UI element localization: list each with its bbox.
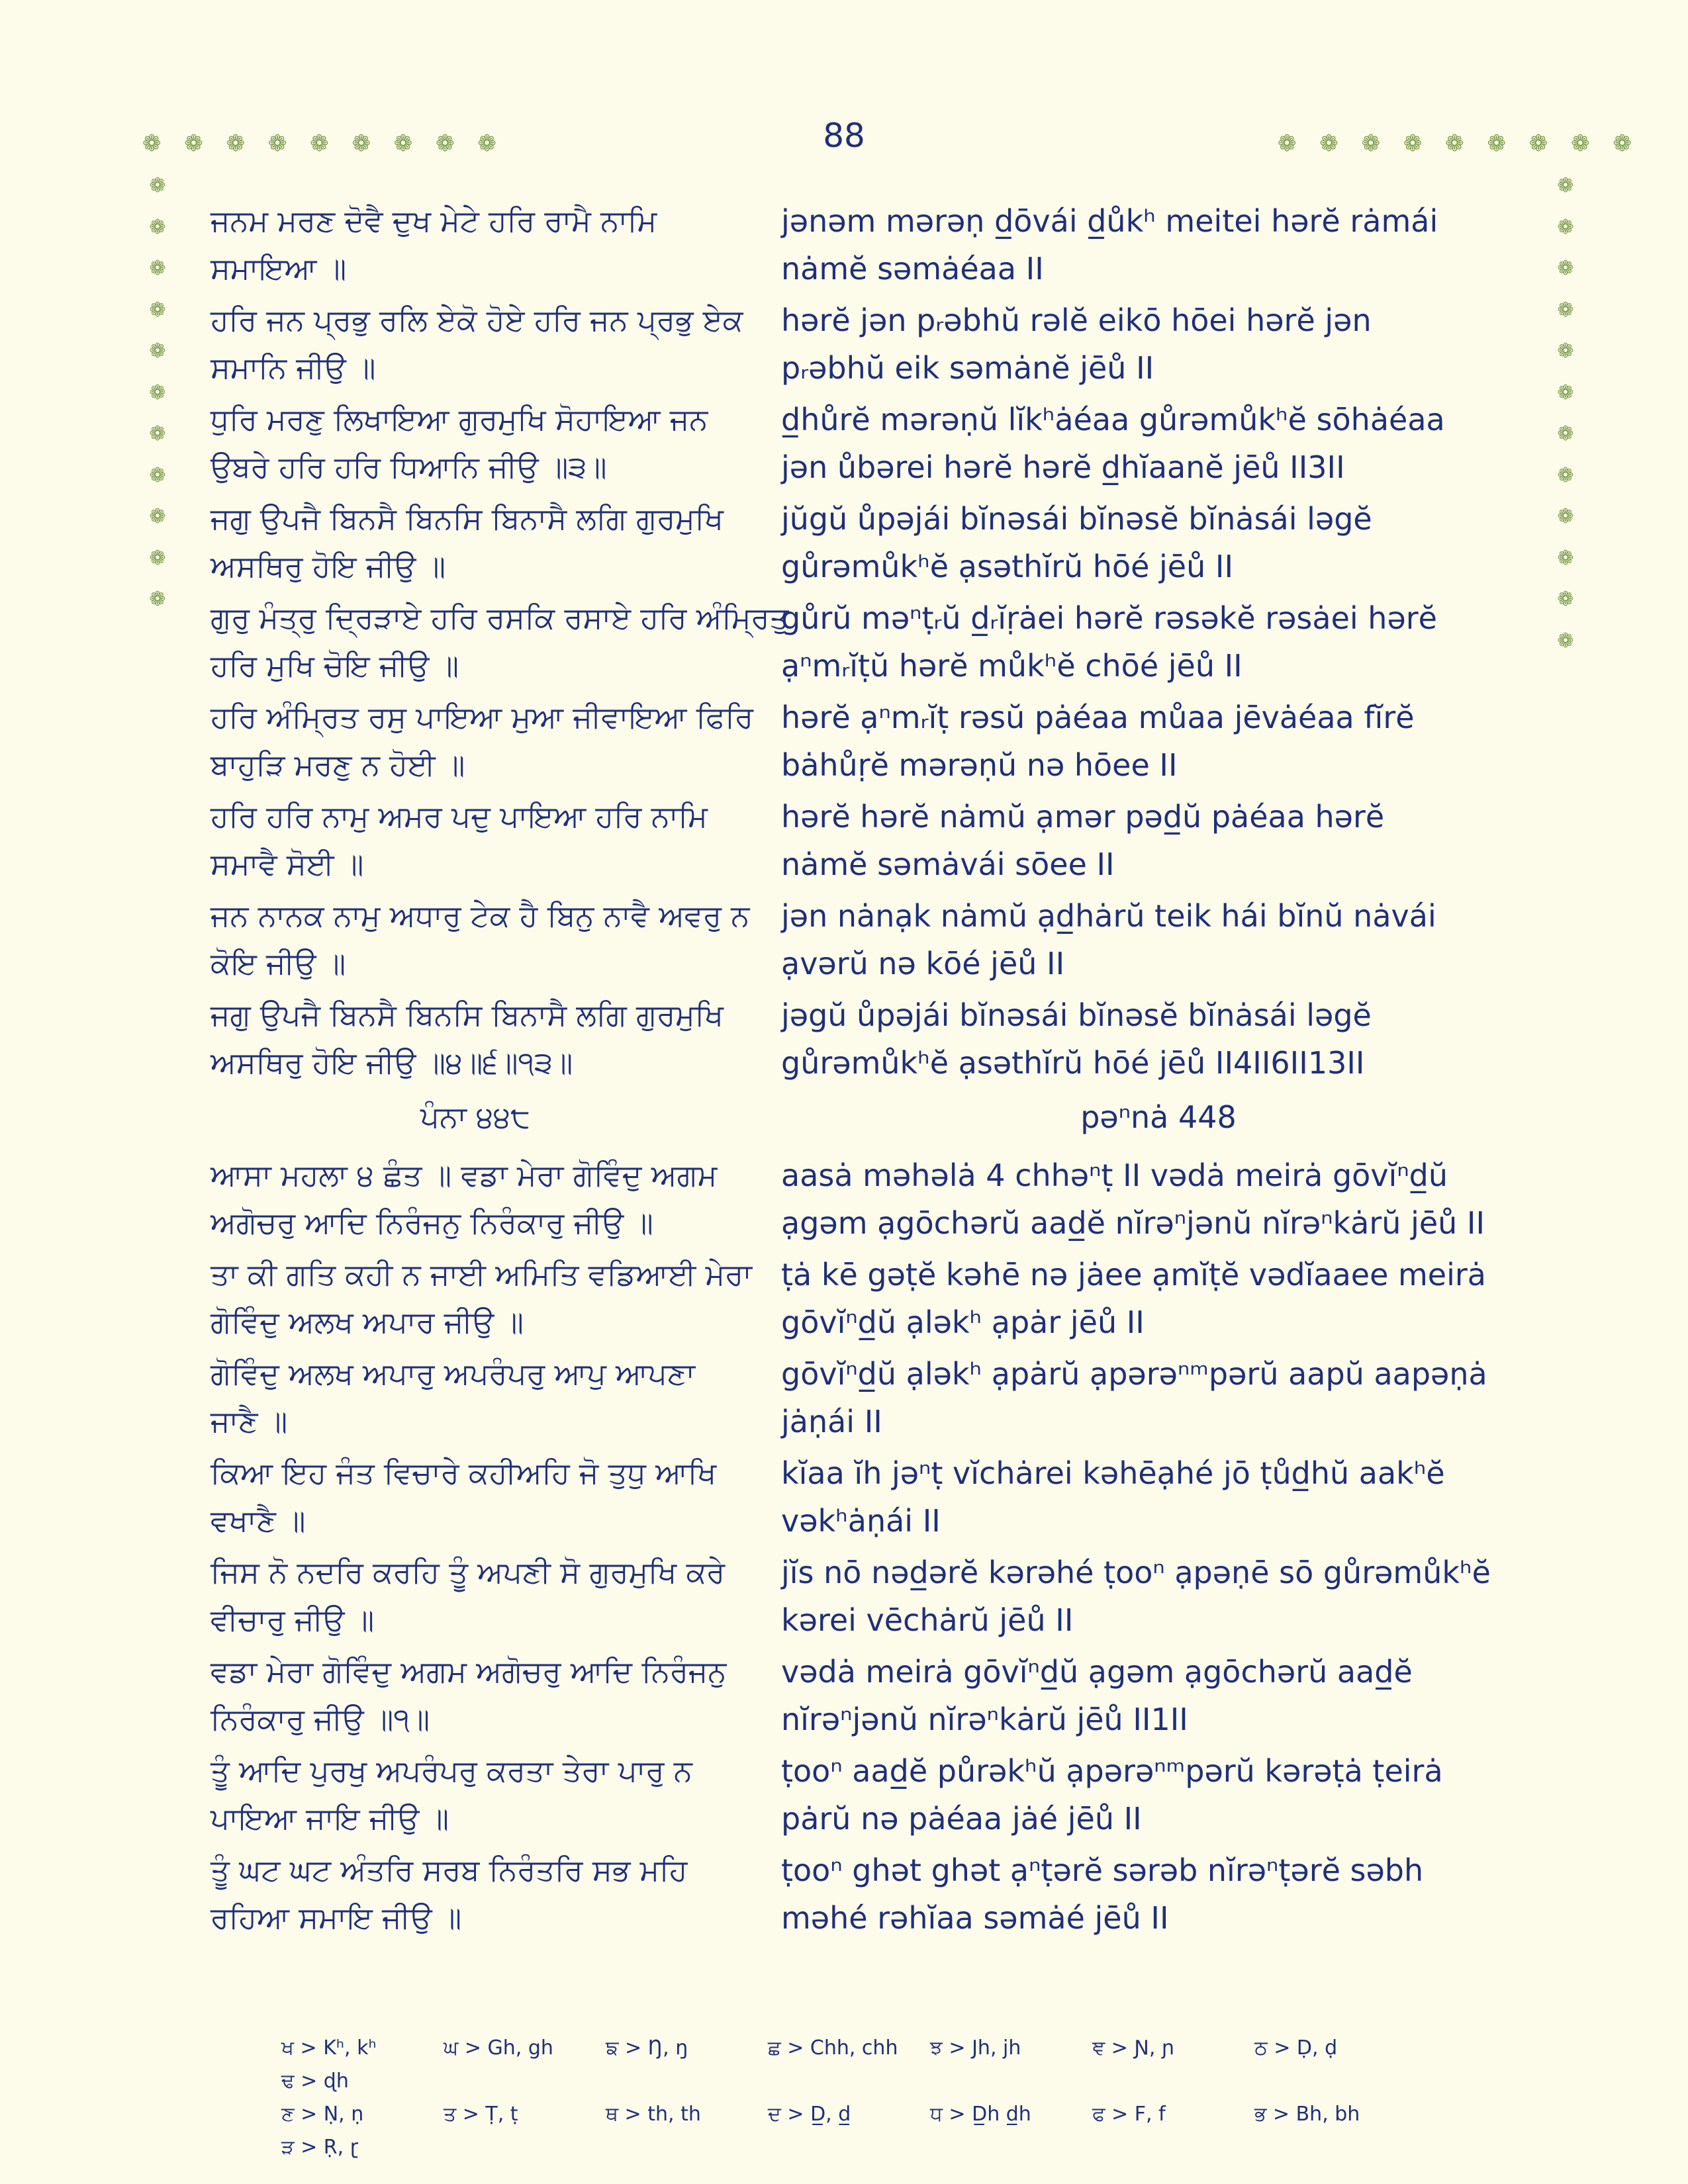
gurmukhi-verse (211, 793, 740, 888)
gurmukhi-line: ਜਨ ਨਾਨਕ ਨਾਮੁ ਅਧਾਰੁ ਟੇਕ ਹੈ ਬਿਨੁ ਨਾਵੈ ਅਵਰੁ ਨ (211, 898, 750, 933)
ornament-border-right (1552, 165, 1579, 662)
legend-row (281, 2098, 1473, 2164)
ornament-border-left (144, 165, 171, 621)
legend-entry: ਢ > ɖh (281, 2070, 349, 2093)
transliteration (781, 1449, 1536, 1545)
flower-ornament-icon: ❁ (1557, 505, 1574, 528)
transliteration (781, 1747, 1536, 1843)
flower-ornament-icon: ❁ (1557, 381, 1574, 404)
translit-line: jənəm mərəṇ d̲ōvái d̲ůkʰ meitei hərĕ rȧmái (781, 203, 1438, 239)
gurmukhi-verse (211, 1449, 740, 1545)
gurmukhi-line: ਹਰਿ ਅੰਮ੍ਰਿਤ ਰਸੁ ਪਾਇਆ ਮੁਆ ਜੀਵਾਇਆ ਫਿਰਿ (211, 700, 754, 735)
gurmukhi-verse (211, 1747, 740, 1843)
flower-ornament-icon: ❁ (1557, 588, 1574, 611)
gurmukhi-line: ਜਿਸ ਨੋ ਨਦਰਿ ਕਰਹਿ ਤੂੰ ਅਪਣੀ ਸੋ ਗੁਰਮੁਖਿ ਕਰੇ (211, 1555, 726, 1590)
gurmukhi-verse (211, 991, 740, 1087)
gurmukhi-verse (211, 1350, 740, 1445)
transliteration (781, 594, 1536, 690)
gurmukhi-verse (211, 1648, 740, 1743)
gurmukhi-line: ਜਨਮ ਮਰਣ ਦੋਵੈ ਦੁਖ ਮੇਟੇ ਹਰਿ ਰਾਮੈ ਨਾਮਿ (211, 203, 657, 238)
gurmukhi-verse (211, 594, 789, 690)
gurmukhi-line: ਤੂੰ ਘਟ ਘਟ ਅੰਤਰਿ ਸਰਬ ਨਿਰੰਤਰਿ ਸਭ ਮਹਿ (211, 1852, 688, 1888)
translit-line: ạⁿmᵣĭṭŭ hərĕ můkʰĕ chōé jēů II (781, 648, 1243, 684)
transliteration (781, 495, 1536, 590)
transliteration (781, 694, 1536, 789)
translit-line: jŭgŭ ůpəjái bĭnəsái bĭnəsĕ bĭnȧsái ləgĕ (781, 501, 1372, 537)
gurmukhi-verse (211, 495, 740, 590)
page-heading-gurmukhi: ਪੰਨਾ ੪੪੮ (420, 1099, 530, 1134)
page-heading-translit: pəⁿnȧ 448 (1080, 1099, 1237, 1135)
flower-ornament-icon: ❁ (149, 340, 166, 363)
translit-line: jĭs nō nəd̲ərĕ kərəhé ṭooⁿ ạpəṇē sō gůrəmůkʰĕ (781, 1555, 1491, 1590)
translit-line: gōvĭⁿd̲ŭ ạləkʰ ạpȧrŭ ạpərəⁿᵐpərŭ aapŭ aapəṇȧ (781, 1356, 1487, 1392)
gurmukhi-verse (211, 197, 740, 293)
translit-line: vədȧ meirȧ gōvĭⁿd̲ŭ ạgəm ạgōchərŭ aad̲ĕ (781, 1654, 1413, 1690)
gurmukhi-line: ਹਰਿ ਜਨ ਪ੍ਰਭੁ ਰਲਿ ਏਕੋ ਹੋਏ ਹਰਿ ਜਨ ਪ੍ਰਭੁ ਏਕ (211, 302, 743, 338)
legend-entry: ਠ > Ḍ, ḍ (1254, 2036, 1338, 2060)
legend-entry: ਭ > Bh, bh (1254, 2103, 1360, 2126)
translit-line: məhé rəhĭaa səmȧé jēů II (781, 1900, 1169, 1936)
translit-line: pȧrŭ nə pȧéaa jȧé jēů II (781, 1801, 1142, 1837)
transliteration (781, 793, 1536, 888)
gurmukhi-verse (211, 694, 754, 789)
translit-line: ạgəm ạgōchərŭ aad̲ĕ nĭrəⁿjənŭ nĭrəⁿkȧrŭ jēů II (781, 1205, 1485, 1241)
gurmukhi-line: ਜਗੁ ਉਪਜੈ ਬਿਨਸੈ ਬਿਨਸਿ ਬਿਨਾਸੈ ਲਗਿ ਗੁਰਮੁਖਿ (211, 997, 724, 1032)
gurmukhi-line: ਉਬਰੇ ਹਰਿ ਹਰਿ ਧਿਆਨਿ ਜੀਉ ॥੩॥ (211, 449, 607, 484)
transliteration (781, 197, 1536, 293)
legend-entry: ਞ > Ɲ, ɲ (1092, 2036, 1175, 2060)
translit-line: gůrəmůkʰĕ ạsəthĭrŭ hōé jēů II (781, 549, 1234, 584)
translit-line: jəgŭ ůpəjái bĭnəsái bĭnəsĕ bĭnȧsái ləgĕ (781, 997, 1372, 1033)
gurmukhi-line: ਸਮਾਨਿ ਜੀਉ ॥ (211, 350, 376, 385)
legend-entry: ਥ > th, th (606, 2103, 701, 2126)
gurmukhi-line: ਨਿਰੰਕਾਰੁ ਜੀਉ ॥੧॥ (211, 1702, 430, 1737)
gurmukhi-line: ਆਸਾ ਮਹਲਾ ੪ ਛੰਤ ॥ ਵਡਾ ਮੇਰਾ ਗੋਵਿੰਦੁ ਅਗਮ (211, 1158, 718, 1193)
translit-line: ạvərŭ nə kōé jēů II (781, 946, 1065, 981)
gurmukhi-line: ਗੋਵਿੰਦੁ ਅਲਖ ਅਪਾਰੁ ਅਪਰੰਪਰੁ ਆਪੁ ਆਪਣਾ (211, 1356, 696, 1391)
translit-line: nȧmĕ səmȧvái sōee II (781, 846, 1115, 882)
translit-line: ṭȧ kē gəṭĕ kəhē nə jȧee ạmĭṭĕ vədĭaaee meirȧ (781, 1257, 1486, 1293)
translit-line: pᵣəbhŭ eik səmȧnĕ jēů II (781, 350, 1154, 386)
flower-ornament-icon: ❁ (149, 257, 166, 280)
legend-entry: ਫ > F, f (1092, 2103, 1166, 2126)
gurmukhi-verse (211, 1152, 740, 1247)
translit-line: hərĕ jən pᵣəbhŭ rəlĕ eikō hōei hərĕ jən (781, 302, 1372, 338)
flower-ornament-icon: ❁ (149, 422, 166, 445)
flower-ornament-icon: ❁ (149, 298, 166, 322)
legend-entry: ੜ > Ṛ, ɽ (281, 2136, 359, 2159)
gurmukhi-verse (211, 1549, 740, 1644)
flower-ornament-icon: ❁ (1557, 340, 1574, 363)
flower-ornament-icon: ❁ (1557, 546, 1574, 570)
translit-line: nĭrəⁿjənŭ nĭrəⁿkȧrŭ jēů II1II (781, 1702, 1188, 1737)
flower-ornament-icon: ❁ (1557, 298, 1574, 322)
gurmukhi-verse (211, 396, 740, 491)
translit-line: hərĕ hərĕ nȧmŭ ạmər pəd̲ŭ pȧéaa hərĕ (781, 799, 1385, 835)
gurmukhi-verse (211, 1251, 753, 1346)
transliteration-legend (281, 2032, 1473, 2164)
transliteration (781, 396, 1536, 491)
gurmukhi-line: ਕੋਇ ਜੀਉ ॥ (211, 946, 346, 981)
legend-entry: ਧ > D̲h d̲h (930, 2103, 1031, 2126)
translit-line: gōvĭⁿd̲ŭ ạləkʰ ạpȧr jēů II (781, 1304, 1145, 1340)
translit-line: kĭaa ĭh jəⁿṭ vĭchȧrei kəhēạhé jō ṭůd̲hŭ aakʰĕ (781, 1455, 1445, 1491)
translit-line: nȧmĕ səmȧéaa II (781, 251, 1044, 287)
gurmukhi-line: ਤੂੰ ਆਦਿ ਪੁਰਖੁ ਅਪਰੰਪਰੁ ਕਰਤਾ ਤੇਰਾ ਪਾਰੁ ਨ (211, 1753, 692, 1788)
legend-entry: ਘ > Gh, gh (444, 2036, 553, 2060)
flower-ornament-icon: ❁ (1557, 463, 1574, 487)
translit-line: ṭooⁿ aad̲ĕ půrəkʰŭ ạpərəⁿᵐpərŭ kərəṭȧ ṭeirȧ (781, 1753, 1443, 1789)
ornament-border-top-left: ❁ ❁ ❁ ❁ ❁ ❁ ❁ ❁ ❁ (142, 130, 504, 157)
flower-ornament-icon: ❁ (149, 215, 166, 239)
gurmukhi-line: ਜਾਣੈ ॥ (211, 1404, 288, 1439)
legend-entry: ਤ > Ṭ, ṭ (444, 2103, 518, 2126)
gurmukhi-verse (211, 892, 750, 987)
flower-ornament-icon: ❁ (1557, 422, 1574, 445)
translit-line: jən nȧnạk nȧmŭ ạd̲hȧrŭ teik hái bĭnŭ nȧvái (781, 898, 1436, 934)
legend-entry: ਝ > Jh, jh (930, 2036, 1021, 2060)
flower-ornament-icon: ❁ (1557, 174, 1574, 197)
transliteration (781, 1350, 1536, 1445)
gurmukhi-verse (211, 296, 743, 392)
gurmukhi-line: ਵਡਾ ਮੇਰਾ ਗੋਵਿੰਦੁ ਅਗਮ ਅਗੋਚਰੁ ਆਦਿ ਨਿਰੰਜਨੁ (211, 1654, 727, 1689)
gurmukhi-line: ਗੁਰੁ ਮੰਤ੍ਰੁ ਦ੍ਰਿੜਾਏ ਹਰਿ ਰਸਕਿ ਰਸਾਏ ਹਰਿ ਅੰਮ੍ਰਿਤੁ (211, 600, 789, 635)
translit-line: aasȧ məhəlȧ 4 chhəⁿṭ II vədȧ meirȧ gōvĭⁿd̲ŭ (781, 1158, 1448, 1193)
translit-line: ṭooⁿ ghət ghət ạⁿṭərĕ sərəb nĭrəⁿṭərĕ səbh (781, 1852, 1424, 1888)
translit-line: bȧhůṛĕ mərəṇŭ nə hōee II (781, 747, 1178, 783)
legend-entry: ਖ > Kʰ, kʰ (281, 2036, 377, 2060)
legend-entry: ਙ > Ŋ, ŋ (606, 2036, 688, 2060)
gurmukhi-line: ਸਮਾਇਆ ॥ (211, 251, 347, 286)
flower-ornament-icon: ❁ (1557, 257, 1574, 280)
flower-ornament-icon: ❁ (149, 546, 166, 570)
transliteration (781, 296, 1536, 392)
ornament-border-top-right: ❁ ❁ ❁ ❁ ❁ ❁ ❁ ❁ ❁ (1278, 130, 1640, 157)
gurmukhi-line: ਰਹਿਆ ਸਮਾਇ ਜੀਉ ॥ (211, 1900, 462, 1935)
gurmukhi-line: ਵਖਾਣੈ ॥ (211, 1503, 306, 1538)
gurmukhi-line: ਸਮਾਵੈ ਸੋਈ ॥ (211, 846, 364, 882)
translit-line: vəkʰȧṇái II (781, 1503, 941, 1539)
transliteration (781, 991, 1536, 1087)
gurmukhi-line: ਧੁਰਿ ਮਰਣੁ ਲਿਖਾਇਆ ਗੁਰਮੁਖਿ ਸੋਹਾਇਆ ਜਨ (211, 402, 708, 437)
legend-row (281, 2032, 1473, 2098)
gurmukhi-line: ਅਸਥਿਰੁ ਹੋਇ ਜੀਉ ॥੪॥੬॥੧੩॥ (211, 1045, 573, 1080)
page-number: 88 (823, 116, 865, 155)
gurmukhi-line: ਗੋਵਿੰਦੁ ਅਲਖ ਅਪਾਰ ਜੀਉ ॥ (211, 1304, 524, 1340)
gurmukhi-line: ਬਾਹੁੜਿ ਮਰਣੁ ਨ ਹੋਈ ॥ (211, 747, 465, 782)
gurmukhi-line: ਕਿਆ ਇਹ ਜੰਤ ਵਿਚਾਰੇ ਕਹੀਅਹਿ ਜੋ ਤੁਧੁ ਆਖਿ (211, 1455, 717, 1490)
gurmukhi-verse (211, 1846, 740, 1942)
legend-entry: ਣ > Ṇ, ṇ (281, 2103, 364, 2126)
flower-ornament-icon: ❁ (149, 381, 166, 404)
transliteration (781, 1846, 1536, 1942)
gurmukhi-line: ਅਗੋਚਰੁ ਆਦਿ ਨਿਰੰਜਨੁ ਨਿਰੰਕਾਰੁ ਜੀਉ ॥ (211, 1205, 653, 1240)
flower-ornament-icon: ❁ (149, 463, 166, 487)
translit-line: hərĕ ạⁿmᵣĭṭ rəsŭ pȧéaa můaa jēvȧéaa fĭrĕ (781, 700, 1415, 735)
gurmukhi-line: ਹਰਿ ਮੁਖਿ ਚੋਇ ਜੀਉ ॥ (211, 648, 459, 683)
legend-entry: ਛ > Chh, chh (768, 2036, 898, 2060)
gurmukhi-line: ਹਰਿ ਹਰਿ ਨਾਮੁ ਅਮਰ ਪਦੁ ਪਾਇਆ ਹਰਿ ਨਾਮਿ (211, 799, 708, 834)
transliteration (781, 1648, 1536, 1743)
translit-line: jȧṇái II (781, 1404, 882, 1439)
gurmukhi-line: ਅਸਥਿਰੁ ਹੋਇ ਜੀਉ ॥ (211, 549, 446, 584)
translit-line: kərei vēchȧrŭ jēů II (781, 1602, 1074, 1638)
transliteration (781, 1152, 1536, 1247)
translit-line: gůrŭ məⁿṭᵣŭ d̲ᵣĭṛȧei hərĕ rəsəkĕ rəsȧei hərĕ (781, 600, 1437, 636)
gurmukhi-line: ਤਾ ਕੀ ਗਤਿ ਕਹੀ ਨ ਜਾਈ ਅਮਿਤਿ ਵਡਿਆਈ ਮੇਰਾ (211, 1257, 753, 1292)
gurmukhi-line: ਜਗੁ ਉਪਜੈ ਬਿਨਸੈ ਬਿਨਸਿ ਬਿਨਾਸੈ ਲਗਿ ਗੁਰਮੁਖਿ (211, 501, 724, 536)
transliteration (781, 892, 1536, 987)
transliteration (781, 1549, 1536, 1644)
flower-ornament-icon: ❁ (149, 588, 166, 611)
flower-ornament-icon: ❁ (149, 505, 166, 528)
flower-ornament-icon: ❁ (1557, 215, 1574, 239)
translit-line: d̲hůrĕ mərəṇŭ lĭkʰȧéaa gůrəmůkʰĕ sōhȧéaa (781, 402, 1445, 437)
transliteration (781, 1251, 1536, 1346)
flower-ornament-icon: ❁ (1557, 629, 1574, 653)
flower-ornament-icon: ❁ (149, 174, 166, 197)
translit-line: gůrəmůkʰĕ ạsəthĭrŭ hōé jēů II4II6II13II (781, 1045, 1365, 1081)
gurmukhi-line: ਪਾਇਆ ਜਾਇ ਜੀਉ ॥ (211, 1801, 449, 1836)
translit-line: jən ůbərei hərĕ hərĕ d̲hĭaanĕ jēů II3II (781, 449, 1345, 485)
legend-entry: ਦ > D̲, d̲ (768, 2103, 851, 2126)
gurmukhi-line: ਵੀਚਾਰੁ ਜੀਉ ॥ (211, 1602, 375, 1637)
